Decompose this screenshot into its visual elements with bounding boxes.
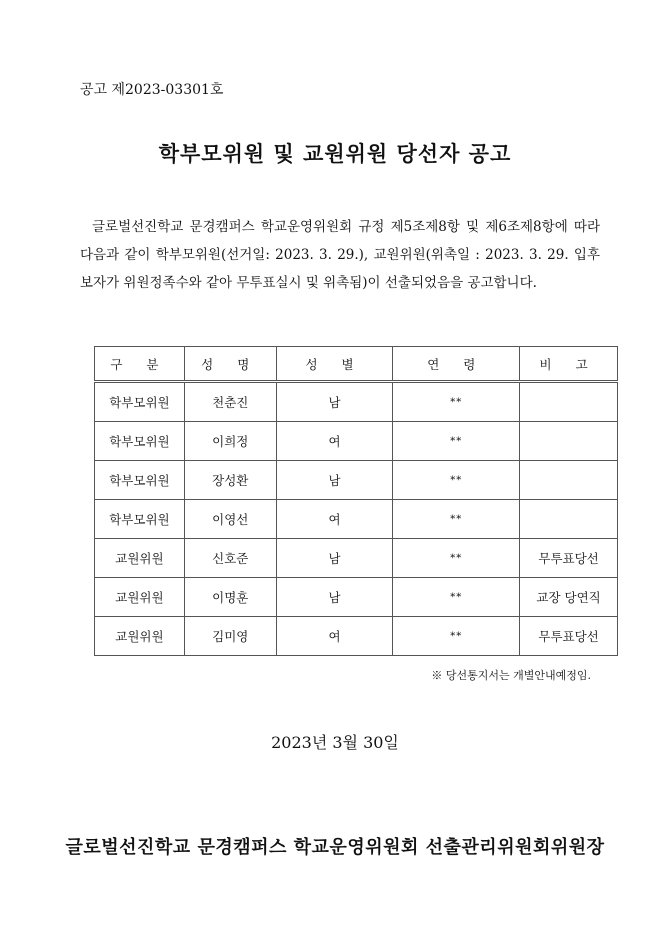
footnote: ※ 당선통지서는 개별안내예정임. xyxy=(431,669,591,682)
cell-age: ** xyxy=(393,617,520,656)
cell-note xyxy=(520,382,618,422)
cell-age: ** xyxy=(393,500,520,539)
cell-gender: 여 xyxy=(276,617,393,656)
cell-gender: 남 xyxy=(276,578,393,617)
elected-members-table xyxy=(94,346,618,656)
header-category: 구 분 xyxy=(95,347,185,382)
cell-note xyxy=(520,422,618,461)
cell-category: 학부모위원 xyxy=(95,461,185,500)
cell-gender: 남 xyxy=(276,539,393,578)
cell-age: ** xyxy=(393,461,520,500)
cell-name: 김미영 xyxy=(184,617,276,656)
signatory: 글로벌선진학교 문경캠퍼스 학교운영위원회 선출관리위원회위원장 xyxy=(65,837,605,858)
header-note: 비 고 xyxy=(520,347,618,382)
announcement-date: 2023년 3월 30일 xyxy=(271,733,399,752)
header-gender: 성 별 xyxy=(276,347,393,382)
header-name: 성 명 xyxy=(184,347,276,382)
announcement-body xyxy=(80,213,600,297)
cell-name: 천춘진 xyxy=(184,382,276,422)
body-paragraph: 글로벌선진학교 문경캠퍼스 학교운영위원회 규정 제5조제8항 및 제6조제8항에 따라 다음과 같이 학부모위원(선거일: 2023. 3. 29.), 교원위원(위촉일 : 2023. 3. 29. 입후보자가 위원정족수와 같아 무투표실시 및 위촉됨)이 선출되었음을 공고합니다. xyxy=(80,219,600,291)
cell-note xyxy=(520,500,618,539)
cell-gender: 여 xyxy=(276,500,393,539)
cell-note: 무투표당선 xyxy=(520,539,618,578)
page-title: 학부모위원 및 교원위원 당선자 공고 xyxy=(158,141,512,166)
cell-age: ** xyxy=(393,539,520,578)
table-row xyxy=(95,617,618,656)
cell-category: 교원위원 xyxy=(95,578,185,617)
table-row xyxy=(95,578,618,617)
cell-name: 이명훈 xyxy=(184,578,276,617)
cell-category: 학부모위원 xyxy=(95,422,185,461)
table-row xyxy=(95,422,618,461)
notice-number: 공고 제2023-03301호 xyxy=(80,82,224,98)
table-row xyxy=(95,461,618,500)
cell-age: ** xyxy=(393,578,520,617)
cell-gender: 남 xyxy=(276,382,393,422)
cell-age: ** xyxy=(393,422,520,461)
cell-category: 학부모위원 xyxy=(95,500,185,539)
cell-category: 학부모위원 xyxy=(95,382,185,422)
cell-age: ** xyxy=(393,382,520,422)
cell-name: 이영선 xyxy=(184,500,276,539)
cell-note: 무투표당선 xyxy=(520,617,618,656)
cell-name: 이희정 xyxy=(184,422,276,461)
cell-category: 교원위원 xyxy=(95,539,185,578)
cell-note xyxy=(520,461,618,500)
cell-name: 신호준 xyxy=(184,539,276,578)
cell-gender: 여 xyxy=(276,422,393,461)
table-row xyxy=(95,382,618,422)
cell-name: 장성환 xyxy=(184,461,276,500)
cell-gender: 남 xyxy=(276,461,393,500)
header-age: 연 령 xyxy=(393,347,520,382)
table-row xyxy=(95,500,618,539)
cell-category: 교원위원 xyxy=(95,617,185,656)
table-row xyxy=(95,539,618,578)
table-header-row xyxy=(95,347,618,382)
cell-note: 교장 당연직 xyxy=(520,578,618,617)
